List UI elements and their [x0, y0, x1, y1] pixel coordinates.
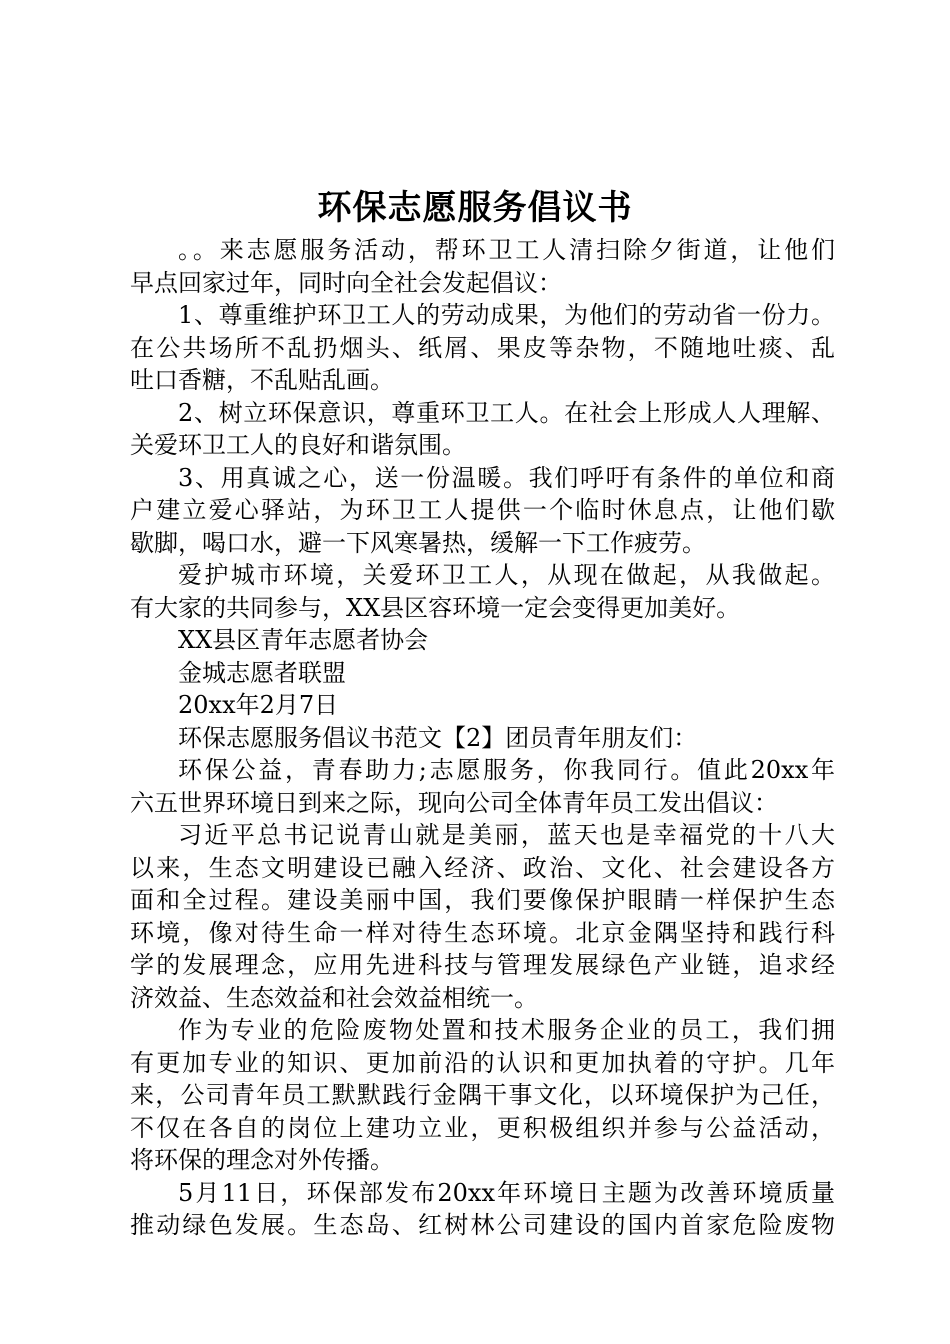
- text-line: 爱护城市环境，关爱环卫工人，从现在做起，从我做起。: [178, 561, 835, 589]
- text-line: 有大家的共同参与，XX县区容环境一定会变得更加美好。: [130, 593, 741, 622]
- text-line: 歇脚，喝口水，避一下风寒暑热，缓解一下工作疲劳。: [130, 528, 706, 557]
- text-line: 1、尊重维护环卫工人的劳动成果，为他们的劳动省一份力。: [178, 301, 835, 329]
- text-line: 习近平总书记说青山就是美丽，蓝天也是幸福党的十八大: [178, 821, 835, 849]
- text-line: 学的发展理念，应用先进科技与管理发展绿色产业链，追求经: [130, 951, 835, 979]
- text-line: 济效益、生态效益和社会效益相统一。: [130, 983, 538, 1012]
- text-line: 将环保的理念对外传播。: [130, 1146, 394, 1174]
- text-line: 3、用真诚之心，送一份温暖。我们呼吁有条件的单位和商: [178, 463, 835, 492]
- text-line: 早点回家过年，同时向全社会发起倡议：: [130, 268, 562, 297]
- text-line: 户建立爱心驿站，为环卫工人提供一个临时休息点，让他们歇: [130, 496, 835, 524]
- text-line: 不仅在各自的岗位上建功立业，更积极组织并参与公益活动，: [130, 1113, 835, 1142]
- text-line: 。。来志愿服务活动，帮环卫工人清扫除夕街道，让他们: [178, 236, 835, 264]
- text-line: 2、树立环保意识，尊重环卫工人。在社会上形成人人理解、: [178, 398, 835, 427]
- text-line: 5月11日，环保部发布20xx年环境日主题为改善环境质量: [178, 1178, 835, 1207]
- text-line: 关爱环卫工人的良好和谐氛围。: [130, 431, 466, 459]
- text-line: XX县区青年志愿者协会: [178, 626, 429, 654]
- text-line: 20xx年2月7日: [178, 691, 339, 719]
- text-line: 环保公益，青春助力;志愿服务，你我同行。值此20xx年: [178, 756, 835, 784]
- text-line: 面和全过程。建设美丽中国，我们要像保护眼睛一样保护生态: [130, 886, 835, 914]
- text-line: 环境，像对待生命一样对待生态环境。北京金隅坚持和践行科: [130, 918, 835, 947]
- text-line: 金城志愿者联盟: [178, 658, 346, 687]
- document-body: [130, 234, 835, 1242]
- text-line: 作为专业的危险废物处置和技术服务企业的员工，我们拥: [178, 1016, 835, 1044]
- text-line: 环保志愿服务倡议书范文【2】团员青年朋友们：: [178, 723, 698, 752]
- text-line: 以来，生态文明建设已融入经济、政治、文化、社会建设各方: [130, 853, 835, 882]
- document-title: 环保志愿服务倡议书: [317, 188, 633, 228]
- text-line: 在公共场所不乱扔烟头、纸屑、果皮等杂物，不随地吐痰、乱: [130, 333, 835, 362]
- text-line: 吐口香糖，不乱贴乱画。: [130, 366, 394, 394]
- text-line: 推动绿色发展。生态岛、红树林公司建设的国内首家危险废物: [130, 1211, 835, 1239]
- text-line: 有更加专业的知识、更加前沿的认识和更加执着的守护。几年: [130, 1048, 835, 1077]
- text-line: 六五世界环境日到来之际，现向公司全体青年员工发出倡议：: [130, 788, 778, 817]
- text-line: 来，公司青年员工默默践行金隅干事文化，以环境保护为己任，: [130, 1081, 835, 1109]
